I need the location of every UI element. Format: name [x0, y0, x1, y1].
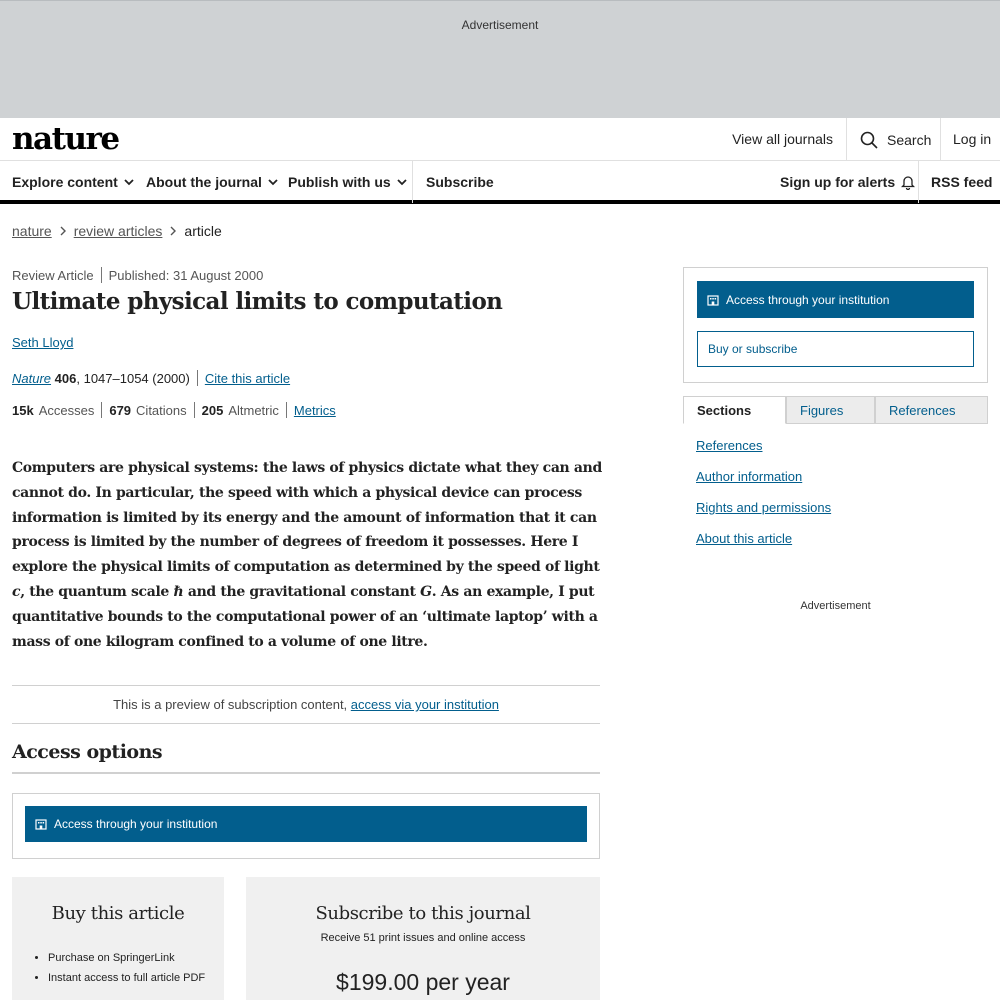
bell-icon — [901, 175, 915, 190]
subscribe-journal-card — [246, 877, 600, 1000]
chevron-right-icon — [60, 226, 66, 236]
breadcrumb — [12, 223, 222, 239]
ad-label: Advertisement — [461, 18, 539, 32]
article-title: Ultimate physical limits to computation — [12, 288, 503, 315]
access-institution-button[interactable] — [25, 806, 587, 842]
pages-year: , 1047–1054 (2000) — [76, 370, 190, 386]
metrics-divider — [101, 402, 102, 418]
volume: 406 — [54, 370, 77, 386]
article-type: Review Article — [12, 267, 94, 283]
search-icon — [860, 131, 878, 149]
list-item: • Purchase on SpringerLink — [48, 948, 224, 968]
sidebar-tabs — [683, 396, 988, 424]
nav-explore-label: Explore content — [12, 174, 118, 190]
metrics-divider — [286, 402, 287, 418]
section-link-author-information[interactable]: Author information — [696, 469, 803, 484]
buy-article-features — [12, 948, 224, 988]
buy-article-card — [12, 877, 224, 1000]
buy-article-title: Buy this article — [51, 903, 185, 924]
sidebar-access-box — [683, 267, 988, 383]
chevron-down-icon — [124, 179, 134, 186]
section-link-references[interactable]: References — [696, 438, 763, 453]
preview-text: This is a preview of subscription content, — [113, 697, 351, 712]
view-all-journals-link[interactable]: View all journals — [732, 131, 833, 147]
published-date: Published: 31 August 2000 — [108, 267, 264, 283]
article-meta — [12, 267, 263, 283]
sidebar-ad-label: Advertisement — [800, 600, 871, 612]
access-institution-label: Access through your institution — [54, 817, 218, 831]
sidebar-access-institution-label: Access through your institution — [726, 292, 890, 307]
login-link[interactable]: Log in — [953, 131, 992, 147]
institution-icon — [35, 818, 47, 830]
header-divider — [846, 118, 847, 160]
alerts-signup-link[interactable] — [780, 174, 915, 190]
article-metrics — [12, 402, 336, 418]
rss-feed-link[interactable]: RSS feed — [931, 174, 993, 190]
site-header — [0, 118, 1000, 161]
sections-list — [696, 438, 831, 562]
nav-publish-label: Publish with us — [288, 174, 391, 190]
subscription-price: $199.00 per year — [336, 969, 510, 995]
institution-icon — [707, 294, 719, 306]
access-options-heading: Access options — [12, 741, 600, 774]
breadcrumb-article: article — [184, 223, 222, 239]
metrics-link[interactable]: Metrics — [293, 402, 336, 418]
subscribe-description: Receive 51 print issues and online access — [320, 932, 526, 944]
chevron-right-icon — [170, 226, 176, 236]
nav-publish-with-us[interactable] — [288, 174, 407, 190]
chevron-down-icon — [268, 179, 278, 186]
access-via-institution-link[interactable]: access via your institution — [350, 697, 499, 712]
metrics-divider — [194, 402, 195, 418]
citation-divider — [197, 370, 198, 386]
abstract: Computers are physical systems: the laws of physics dictate what they can and cannot do. In particular, the speed with which a physical device can process information is limited by its energy and the amount of information that it can process is limited by the number of degrees of freedom it possesses. Here I explore the physical limits of computation as determined by the speed of light c, the quantum scale ℏ and the gravitational constant G. As an example, I put quantitative bounds to the computational power of an ‘ultimate laptop’ with a mass of one kilogram confined to a volume of one litre. — [12, 460, 602, 650]
buy-or-subscribe-button[interactable]: Buy or subscribe — [697, 331, 974, 367]
search-label: Search — [887, 132, 932, 148]
top-ad-banner — [0, 0, 1000, 118]
alerts-label: Sign up for alerts — [780, 174, 896, 190]
tab-references[interactable]: References — [875, 396, 988, 424]
breadcrumb-nature[interactable]: nature — [12, 223, 52, 239]
nav-explore-content[interactable] — [12, 174, 134, 190]
subscribe-title: Subscribe to this journal — [315, 903, 531, 924]
list-item: • Instant access to full article PDF — [48, 968, 224, 988]
header-divider — [940, 118, 941, 160]
nav-subscribe[interactable]: Subscribe — [426, 174, 494, 190]
tab-figures[interactable]: Figures — [786, 396, 875, 424]
citations-count: 679 — [109, 402, 132, 418]
altmetric-count: 205 — [201, 402, 224, 418]
cite-this-article-link[interactable]: Cite this article — [204, 370, 291, 386]
citation-line — [12, 370, 290, 386]
nav-about-journal[interactable] — [146, 174, 278, 190]
tab-sections[interactable]: Sections — [683, 396, 786, 424]
section-link-about-article[interactable]: About this article — [696, 531, 793, 546]
nav-divider — [412, 161, 413, 203]
preview-notice — [12, 685, 600, 724]
meta-divider — [101, 267, 102, 283]
accesses-label: Accesses — [38, 402, 95, 418]
citations-label: Citations — [136, 402, 187, 418]
nav-divider — [918, 161, 919, 203]
nav-about-label: About the journal — [146, 174, 262, 190]
journal-link[interactable]: Nature — [12, 370, 52, 386]
author-list — [12, 335, 73, 350]
accesses-count: 15k — [12, 402, 34, 418]
nature-logo[interactable]: nature — [12, 121, 119, 157]
main-nav — [0, 161, 1000, 204]
sidebar-access-institution-button[interactable] — [697, 281, 974, 318]
search-button[interactable] — [860, 131, 931, 149]
author-link[interactable]: Seth Lloyd — [12, 335, 74, 350]
breadcrumb-review-articles[interactable]: review articles — [73, 223, 163, 239]
altmetric-label: Altmetric — [228, 402, 279, 418]
chevron-down-icon — [397, 179, 407, 186]
section-link-rights-permissions[interactable]: Rights and permissions — [696, 500, 832, 515]
access-box — [12, 793, 600, 859]
